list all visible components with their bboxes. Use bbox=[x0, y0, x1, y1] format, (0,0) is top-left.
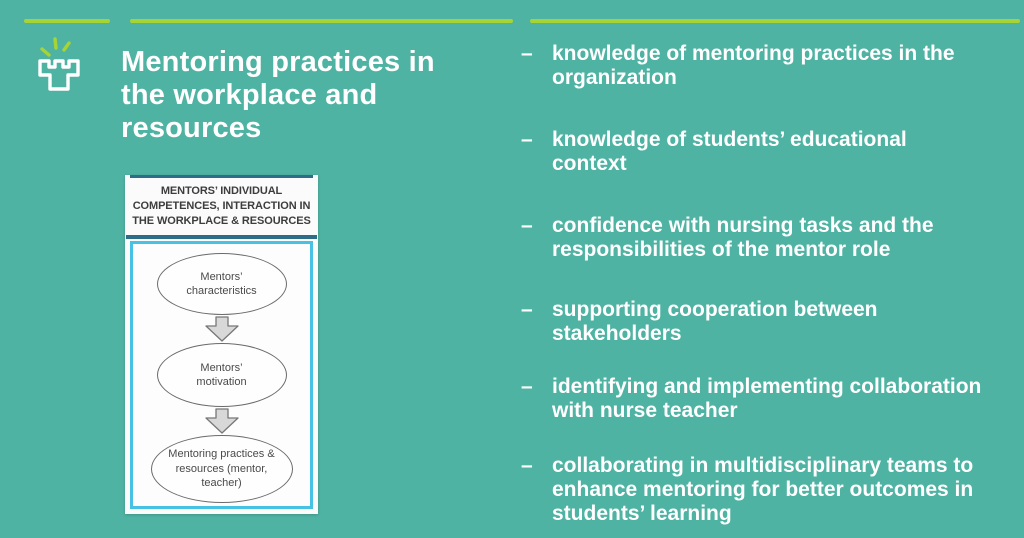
down-arrow-icon bbox=[204, 408, 240, 434]
accent-line-left bbox=[24, 19, 110, 23]
competences-diagram bbox=[125, 175, 318, 514]
bullet-text: collaborating in multidisciplinary teams to enhance mentoring for better outcomes in students’ learning bbox=[552, 454, 974, 525]
page-title bbox=[121, 46, 521, 145]
bullet-item bbox=[521, 42, 1015, 90]
diagram-header-line: COMPETENCES, INTERACTION IN bbox=[132, 200, 311, 212]
node-text-line: Mentoring practices & bbox=[168, 448, 275, 461]
accent-line-content bbox=[530, 19, 1020, 23]
bullet-dash: – bbox=[521, 214, 533, 237]
bullet-dash: – bbox=[521, 298, 533, 321]
diagram-divider bbox=[126, 235, 317, 239]
diagram-node-motivation bbox=[157, 343, 287, 407]
bullet-item bbox=[521, 214, 1015, 262]
bullet-list bbox=[521, 42, 1015, 526]
bullet-item bbox=[521, 128, 1015, 176]
bullet-dash: – bbox=[521, 375, 533, 398]
bullet-text: identifying and implementing collaboration with nurse teacher bbox=[552, 375, 982, 422]
bullet-dash: – bbox=[521, 128, 533, 151]
node-text-line: resources (mentor, bbox=[175, 462, 268, 475]
bullet-dash: – bbox=[521, 42, 533, 65]
diagram-node-practices-resources bbox=[151, 435, 293, 503]
bullet-item bbox=[521, 375, 1015, 423]
bullet-item bbox=[521, 454, 1015, 526]
diagram-flow-box bbox=[130, 241, 313, 509]
bullet-item bbox=[521, 298, 1015, 346]
castle-tower-icon bbox=[34, 34, 88, 99]
title-line: resources bbox=[121, 112, 262, 144]
bullet-text: knowledge of mentoring practices in the organization bbox=[552, 42, 955, 89]
rays-icon bbox=[42, 39, 69, 55]
node-text-line: Mentors’ bbox=[200, 361, 243, 374]
bullet-dash: – bbox=[521, 454, 533, 477]
node-text-line: Mentors’ bbox=[200, 270, 243, 283]
bullet-text: knowledge of students’ educational context bbox=[552, 128, 907, 175]
node-text-line: teacher) bbox=[201, 477, 242, 490]
diagram-header-line: THE WORKPLACE & RESOURCES bbox=[132, 215, 311, 227]
bullet-text: supporting cooperation between stakeholders bbox=[552, 298, 878, 345]
node-text-line: motivation bbox=[196, 376, 247, 388]
diagram-node-characteristics bbox=[157, 253, 287, 315]
tower-outline bbox=[40, 61, 78, 89]
diagram-header-line: MENTORS’ INDIVIDUAL bbox=[160, 185, 283, 197]
down-arrow-icon bbox=[204, 316, 240, 342]
bullet-text: confidence with nursing tasks and the responsibilities of the mentor role bbox=[552, 214, 934, 261]
diagram-header bbox=[125, 178, 318, 233]
node-text-line: characteristics bbox=[186, 285, 257, 297]
accent-line-title bbox=[130, 19, 513, 23]
title-line: the workplace and bbox=[121, 79, 378, 111]
title-line: Mentoring practices in bbox=[121, 46, 435, 78]
